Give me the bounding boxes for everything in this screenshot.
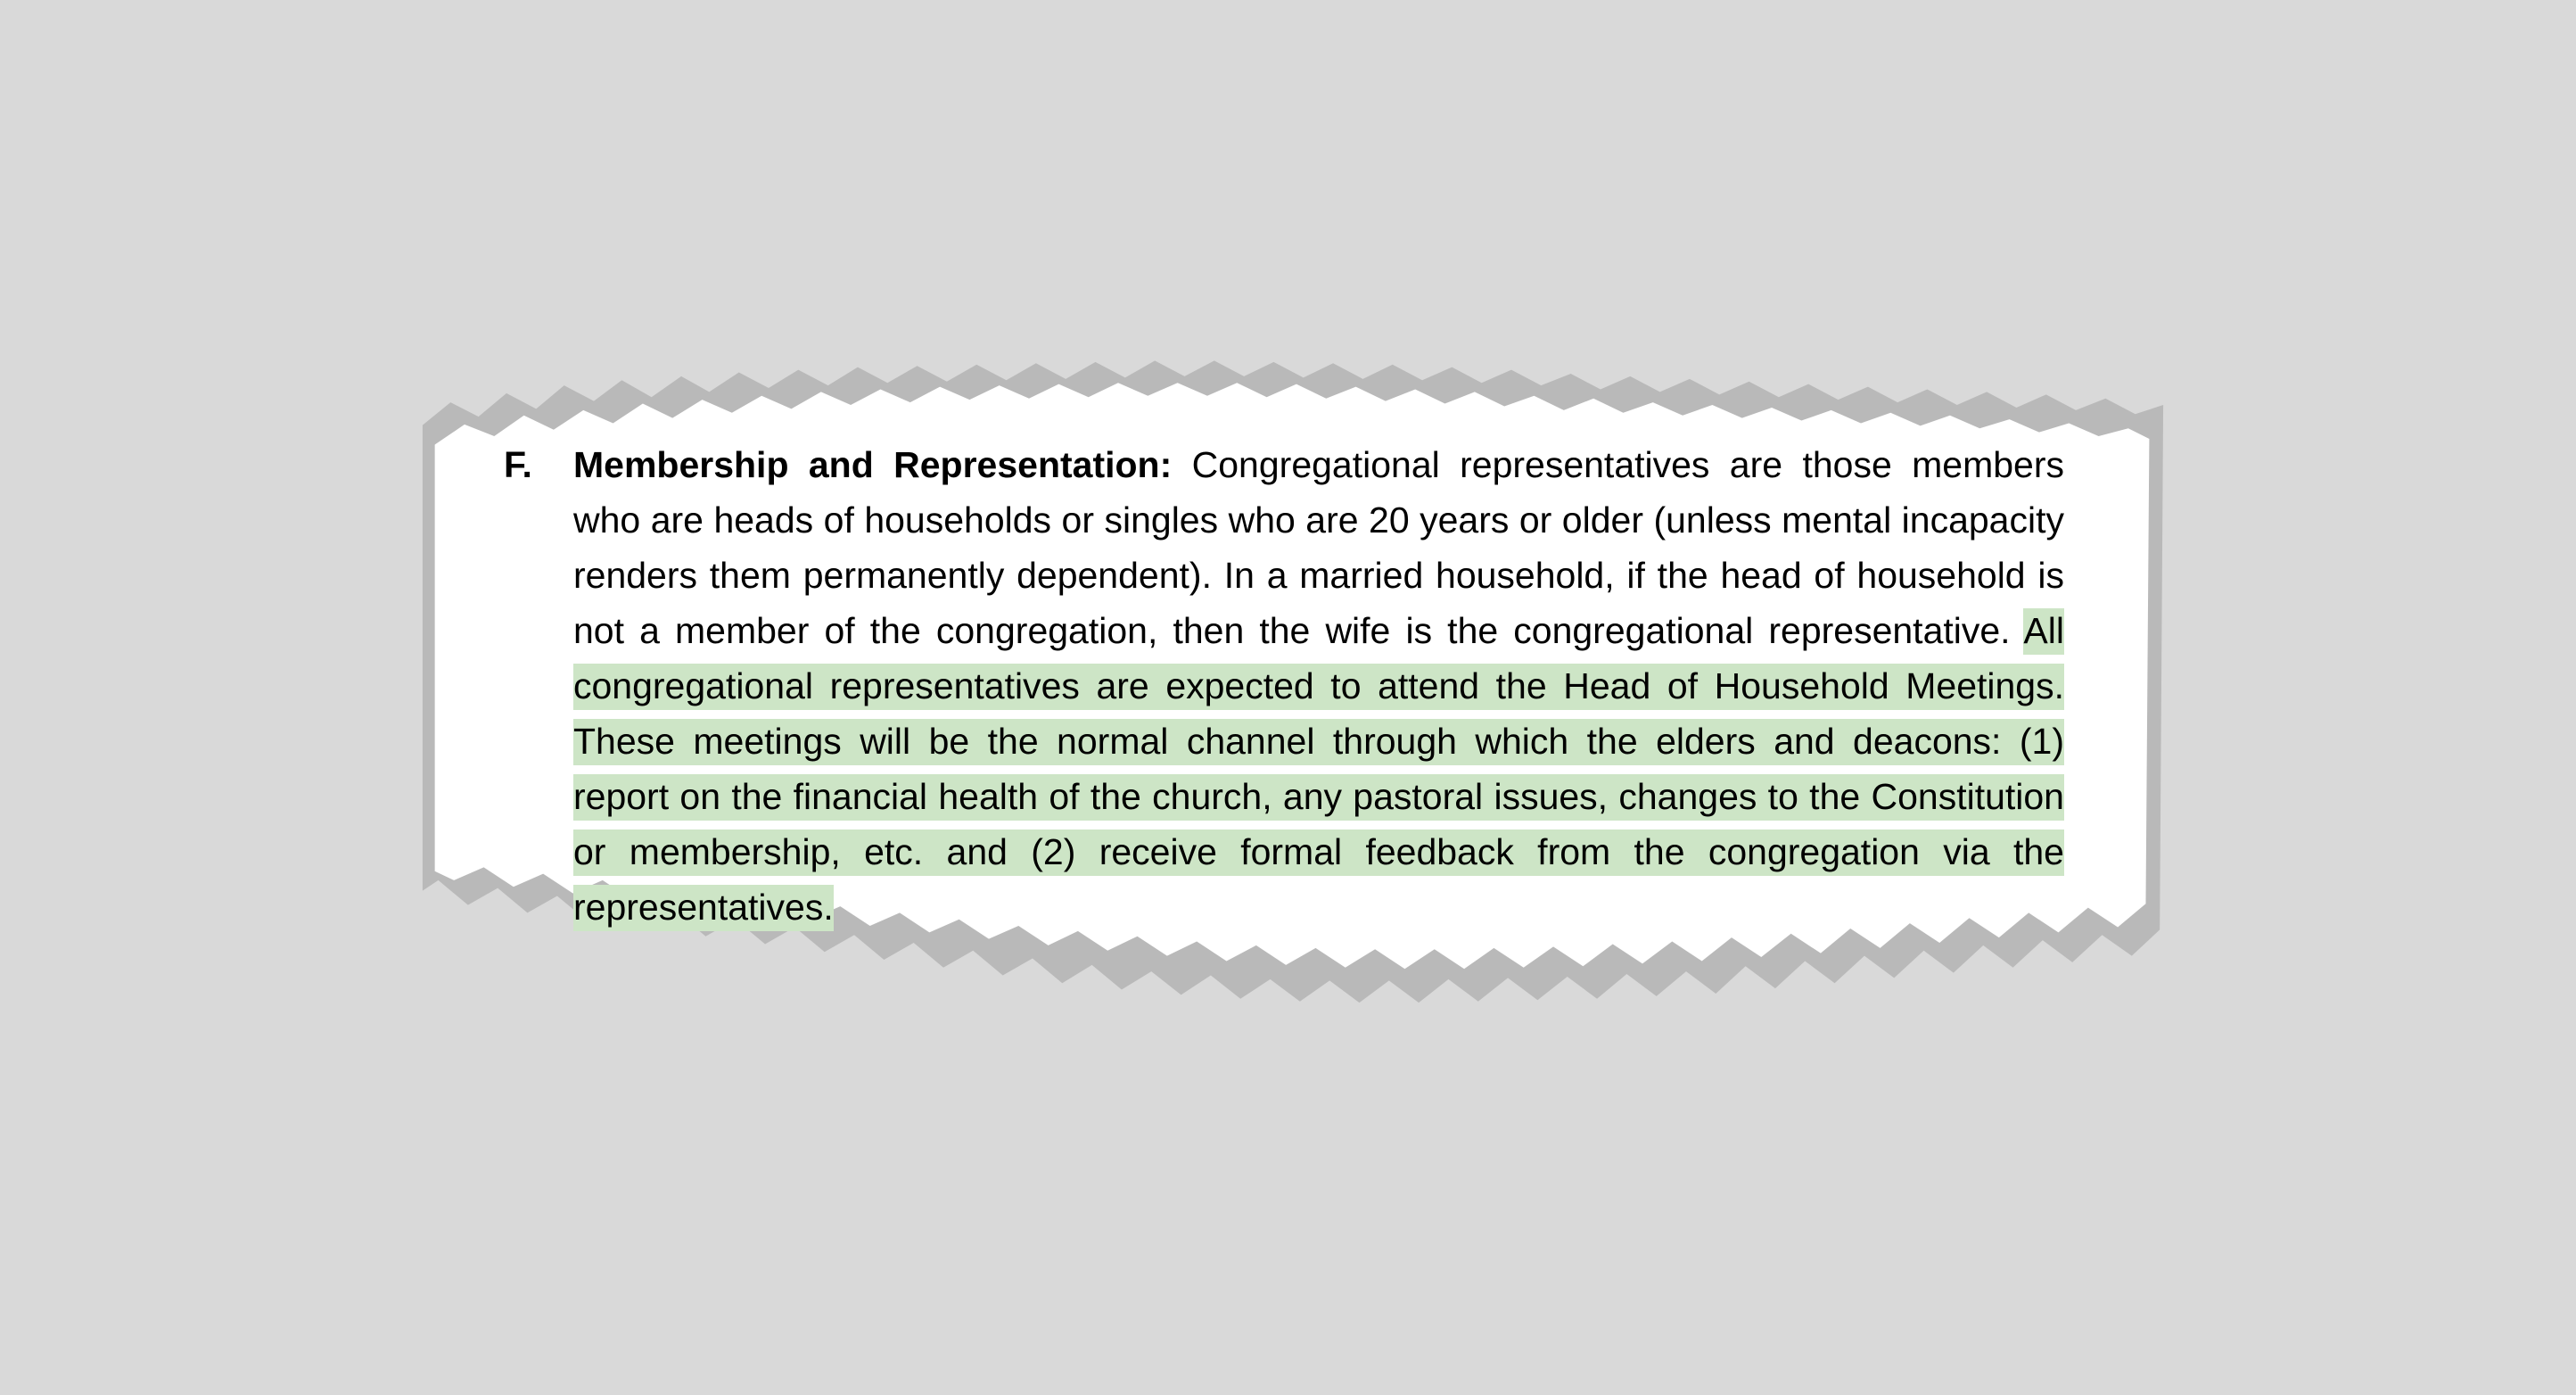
paragraph-plain-text: Congregational representatives are those members who are heads of households or singles who are 20 years or older (unless mental incapacity renders them permanently dependent). In a married household, if the head of household is not a member of the congregation, then the wife is the congregational representative. (573, 444, 2064, 651)
torn-paper-clipping (419, 357, 2167, 1008)
document-text-block (504, 437, 2064, 935)
paragraph-body (573, 437, 2064, 935)
highlighted-passage: All congregational representatives are expected to attend the Head of Household Meetings. These meetings will be the normal channel through which the elders and deacons: (1) report on the financial health of the church, any pastoral issues, changes to the Constitution or membership, etc. and (2) receive formal feedback from the congregation via the representatives. (573, 608, 2064, 931)
paragraph-lead-in: Membership and Representation: (573, 444, 1173, 485)
list-marker: F. (504, 444, 532, 485)
paragraph-f (504, 437, 2064, 935)
